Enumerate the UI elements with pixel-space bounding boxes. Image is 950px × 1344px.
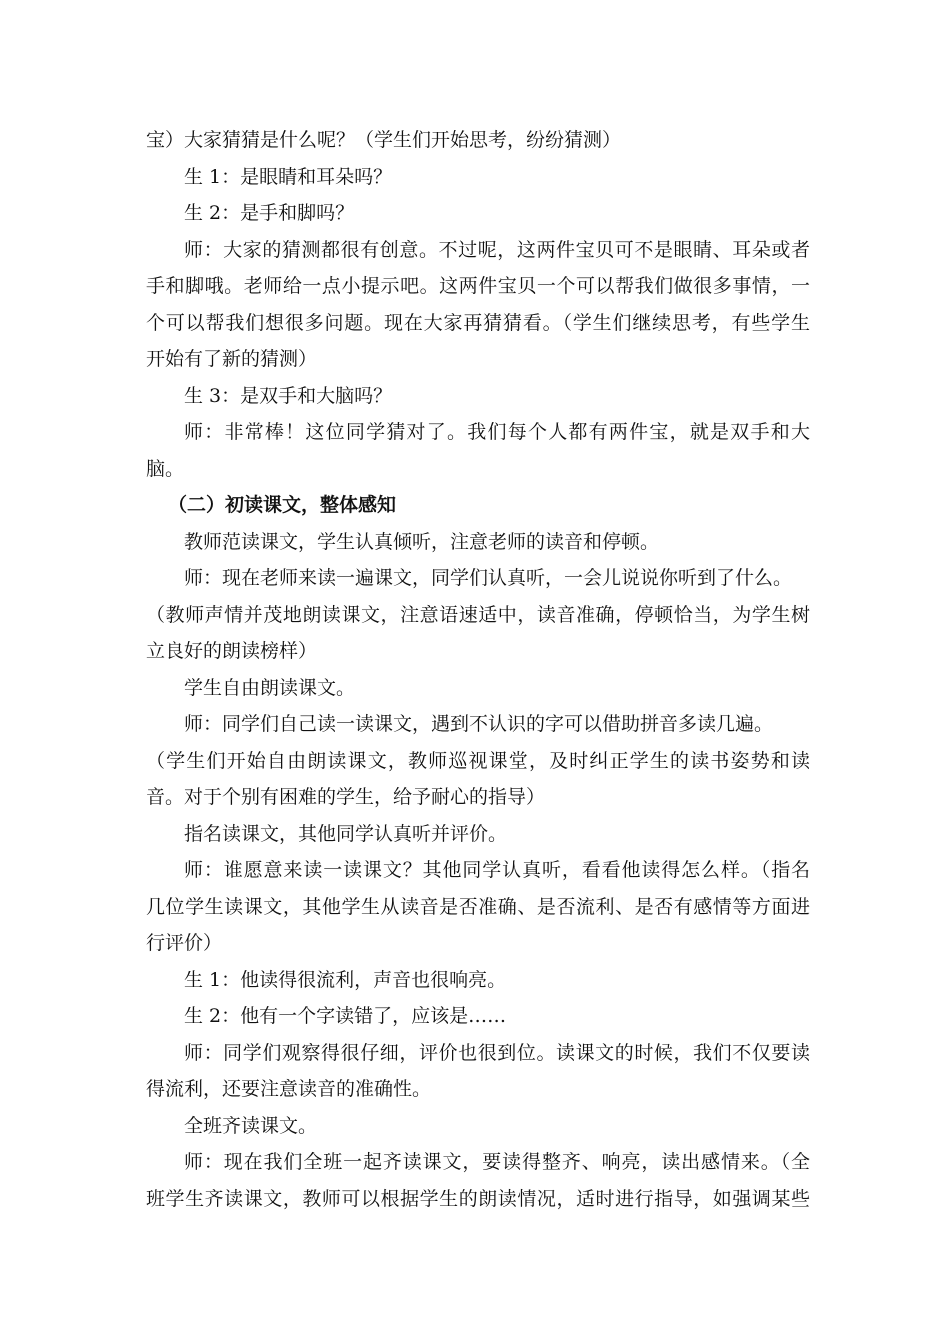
paragraph-line: 师：同学们自己读一读课文，遇到不认识的字可以借助拼音多读几遍。 [184,713,774,735]
paragraph-line: 指名读课文，其他同学认真听并评价。 [184,822,508,845]
paragraph-line: 手和脚哦。老师给一点小提示吧。这两件宝贝一个可以帮我们做很多事情，一 [146,275,810,297]
paragraph-line: 生 3：是双手和大脑吗？ [184,384,393,407]
paragraph-line: 行评价） [146,932,223,954]
paragraph-line: 师：大家的猜测都很有创意。不过呢，这两件宝贝可不是眼睛、耳朵或者 [184,238,810,261]
paragraph-line: 脑。 [146,457,185,480]
paragraph-line: 得流利，还要注意读音的准确性。 [146,1078,432,1100]
paragraph-line: 音。对于个别有困难的学生，给予耐心的指导） [146,786,546,808]
paragraph-line: 生 2：是手和脚吗？ [184,202,355,224]
paragraph-line: 师：现在我们全班一起齐读课文，要读得整齐、响亮，读出感情来。（全 [184,1151,810,1173]
paragraph-line: （学生们开始自由朗读课文，教师巡视课堂，及时纠正学生的读书姿势和读 [146,749,810,772]
paragraph-line: 立良好的朗读榜样） [146,640,318,662]
paragraph-line: 学生自由朗读课文。 [184,676,356,699]
paragraph-line: 师：非常棒！这位同学猜对了。我们每个人都有两件宝，就是双手和大 [184,421,810,443]
paragraph-line: 班学生齐读课文，教师可以根据学生的朗读情况，适时进行指导，如强调某些 [146,1187,810,1210]
paragraph-line: 宝）大家猜猜是什么呢？（学生们开始思考，纷纷猜测） [146,129,622,151]
paragraph-line: 师：谁愿意来读一读课文？其他同学认真听，看看他读得怎么样。（指名 [184,859,810,881]
paragraph-line: 教师范读课文，学生认真倾听，注意老师的读音和停顿。 [184,530,660,553]
document-body [146,122,810,1217]
paragraph-line: 个可以帮我们想很多问题。现在大家再猜猜看。（学生们继续思考，有些学生 [146,311,810,334]
paragraph-line: （教师声情并茂地朗读课文，注意语速适中，读音准确，停顿恰当，为学生树 [146,603,810,626]
paragraph-line: 生 2：他有一个字读错了，应该是…… [184,1005,507,1027]
paragraph-line: 生 1：是眼睛和耳朵吗？ [184,165,393,188]
paragraph-line: 全班齐读课文。 [184,1114,318,1137]
paragraph-line: 开始有了新的猜测） [146,348,318,370]
paragraph-line: 师：现在老师来读一遍课文，同学们认真听，一会儿说说你听到了什么。 [184,567,793,589]
paragraph-line: 几位学生读课文，其他学生从读音是否准确、是否流利、是否有感情等方面进 [146,895,810,918]
paragraph-line: 师：同学们观察得很仔细，评价也很到位。读课文的时候，我们不仅要读 [184,1041,810,1064]
section-heading: （二）初读课文，整体感知 [168,494,397,516]
paragraph-line: 生 1：他读得很流利，声音也很响亮。 [184,968,507,991]
